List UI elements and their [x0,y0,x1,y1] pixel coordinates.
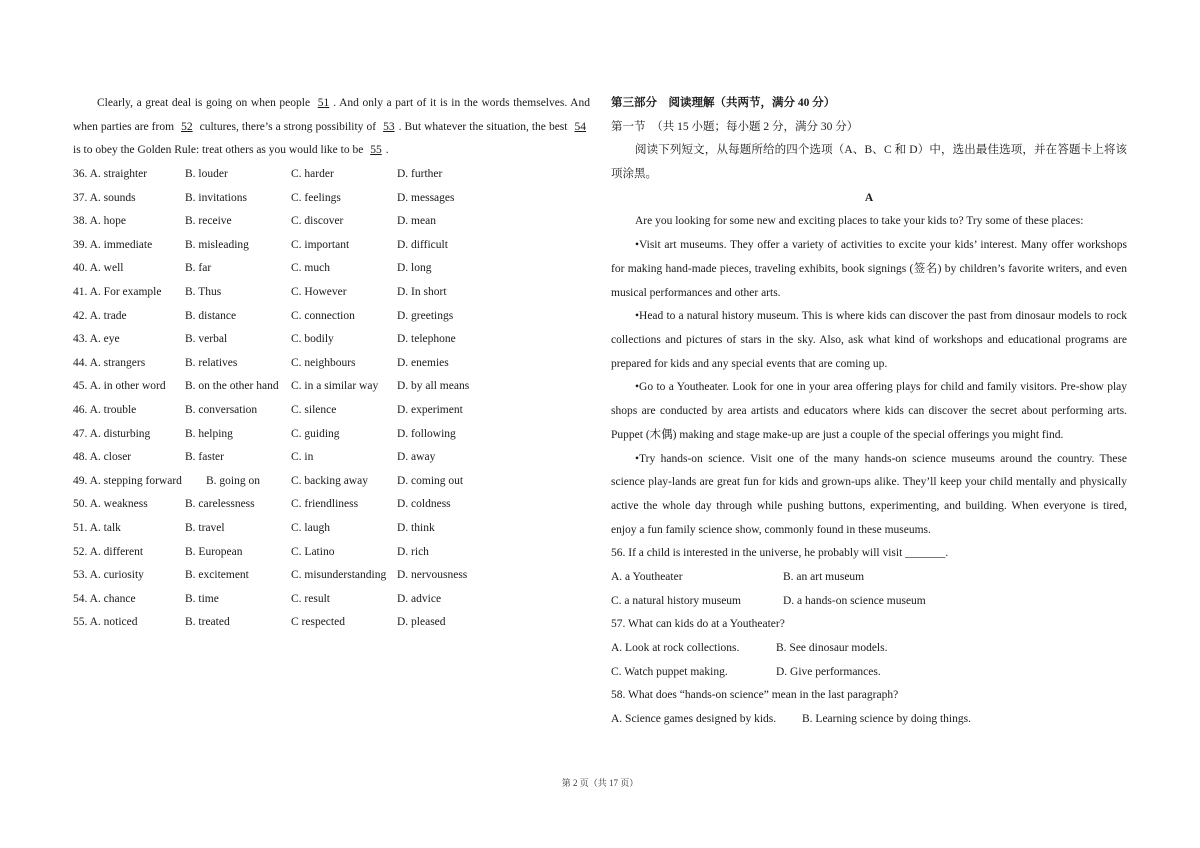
question-53: 53. A. curiosity B. excitement C. misunderstanding D. nervousness [73,569,468,582]
passage-label: A [864,191,874,204]
part-title: 第三部分 阅读理解（共两节，满分 40 分） [611,97,836,109]
question-58-options-ab: A. Science games designed by kids. B. Learning science by doing things. [611,713,971,726]
question-45: 45. A. in other word B. on the other hand C. in a similar way D. by all means [73,380,470,393]
question-40: 40. A. well B. far C. much D. long [73,262,432,275]
blank-55: 55 [370,144,382,157]
question-44: 44. A. strangers B. relatives C. neighbours D. enemies [73,356,449,369]
question-38: 38. A. hope B. receive C. discover D. mean [73,215,436,228]
question-57-stem: 57. What can kids do at a Youtheater? [611,618,785,631]
question-43: 43. A. eye B. verbal C. bodily D. telephone [73,333,456,346]
question-41: 41. A. For example B. Thus C. However D. In short [73,286,447,299]
question-52: 52. A. different B. European C. Latino D. rich [73,545,429,558]
blank-53: 53 [383,120,395,133]
passage-paragraph-natural-history: •Head to a natural history museum. This is where kids can discover the past from dinosaur models to rock collections and pictures of stars in the sky. Also, ask what kind of workshops and educational programs are prepared for kids and any special events that are coming up. [611,310,1127,370]
passage-paragraph-art-museums: •Visit art museums. They offer a variety of activities to excite your kids’ interest. Many offer workshops for making hand-made pieces, traveling exhibits, book signings (签名) by children’s favorite writers, and even musical performances and other arts. [611,239,1127,299]
question-39: 39. A. immediate B. misleading C. important D. difficult [73,238,448,251]
question-58-stem: 58. What does “hands-on science” mean in the last paragraph? [611,689,899,702]
question-51: 51. A. talk B. travel C. laugh D. think [73,522,435,535]
question-57-options-cd: C. Watch puppet making. D. Give performances. [611,665,881,678]
question-56-options-cd: C. a natural history museum D. a hands-on science museum [611,594,926,607]
blank-52: 52 [181,120,193,133]
question-56-options-ab: A. a Youtheater B. an art museum [611,571,865,583]
question-55: 55. A. noticed B. treated C respected D. pleased [73,616,446,629]
question-list [73,163,590,635]
page-footer: 第 2 页（共 17 页） [561,778,639,788]
question-37: 37. A. sounds B. invitations C. feelings D. messages [73,191,455,204]
question-57-options-ab: A. Look at rock collections. B. See dinosaur models. [611,642,888,655]
blank-51: 51 [317,97,330,109]
right-column [611,92,1127,732]
question-56-stem: 56. If a child is interested in the universe, he probably will visit _______. [611,547,949,560]
question-46: 46. A. trouble B. conversation C. silence D. experiment [73,404,463,417]
passage-paragraph-hands-on-science: •Try hands-on science. Visit one of the many hands-on science museums around the country. These science play-lands are great fun for kids and grown-ups alike. They’ll keep your child mentally and physically active the whole day through while pushing buttons, experimenting, and building. When everyone is tired, enjoy a fun family science show, commonly found in these museums. [611,452,1127,536]
question-42: 42. A. trade B. distance C. connection D. greetings [73,309,454,322]
passage-paragraph-youtheater: •Go to a Youtheater. Look for one in your area offering plays for child and family visitors. Pre-show play shops are conducted by area artists and educators where kids can discover the secret about performing arts. Puppet (木偶) making and stage make-up are just a couple of the special offerings you might find. [611,381,1127,441]
left-column [73,92,590,635]
question-54: 54. A. chance B. time C. result D. advice [73,592,442,605]
instruction: 阅读下列短文，从每题所给的四个选项（A、B、C 和 D）中，选出最佳选项，并在答题卡上将该项涂黑。 [611,144,1127,181]
question-47: 47. A. disturbing B. helping C. guiding D. following [73,427,456,440]
section-title: 第一节 （共 15 小题；每小题 2 分，满分 30 分） [611,120,859,133]
question-48: 48. A. closer B. faster C. in D. away [73,451,436,464]
blank-54: 54 [574,120,586,133]
passage-paragraph-intro: Are you looking for some new and exciting places to take your kids to? Try some of these places: [635,215,1084,228]
cloze-paragraph: Clearly, a great deal is going on when people 51 . And only a part of it is in the words themselves. And when parties are from 52 cultures, there’s a strong possibility of 53 . But whatever the situation, the best 54 is to obey the Golden Rule: treat others as you would like to be 55 . [73,97,590,157]
question-49: 49. A. stepping forward B. going on C. backing away D. coming out [73,474,464,487]
question-36: 36. A. straighter B. louder C. harder D. further [73,168,443,181]
question-50: 50. A. weakness B. carelessness C. friendliness D. coldness [73,498,451,511]
